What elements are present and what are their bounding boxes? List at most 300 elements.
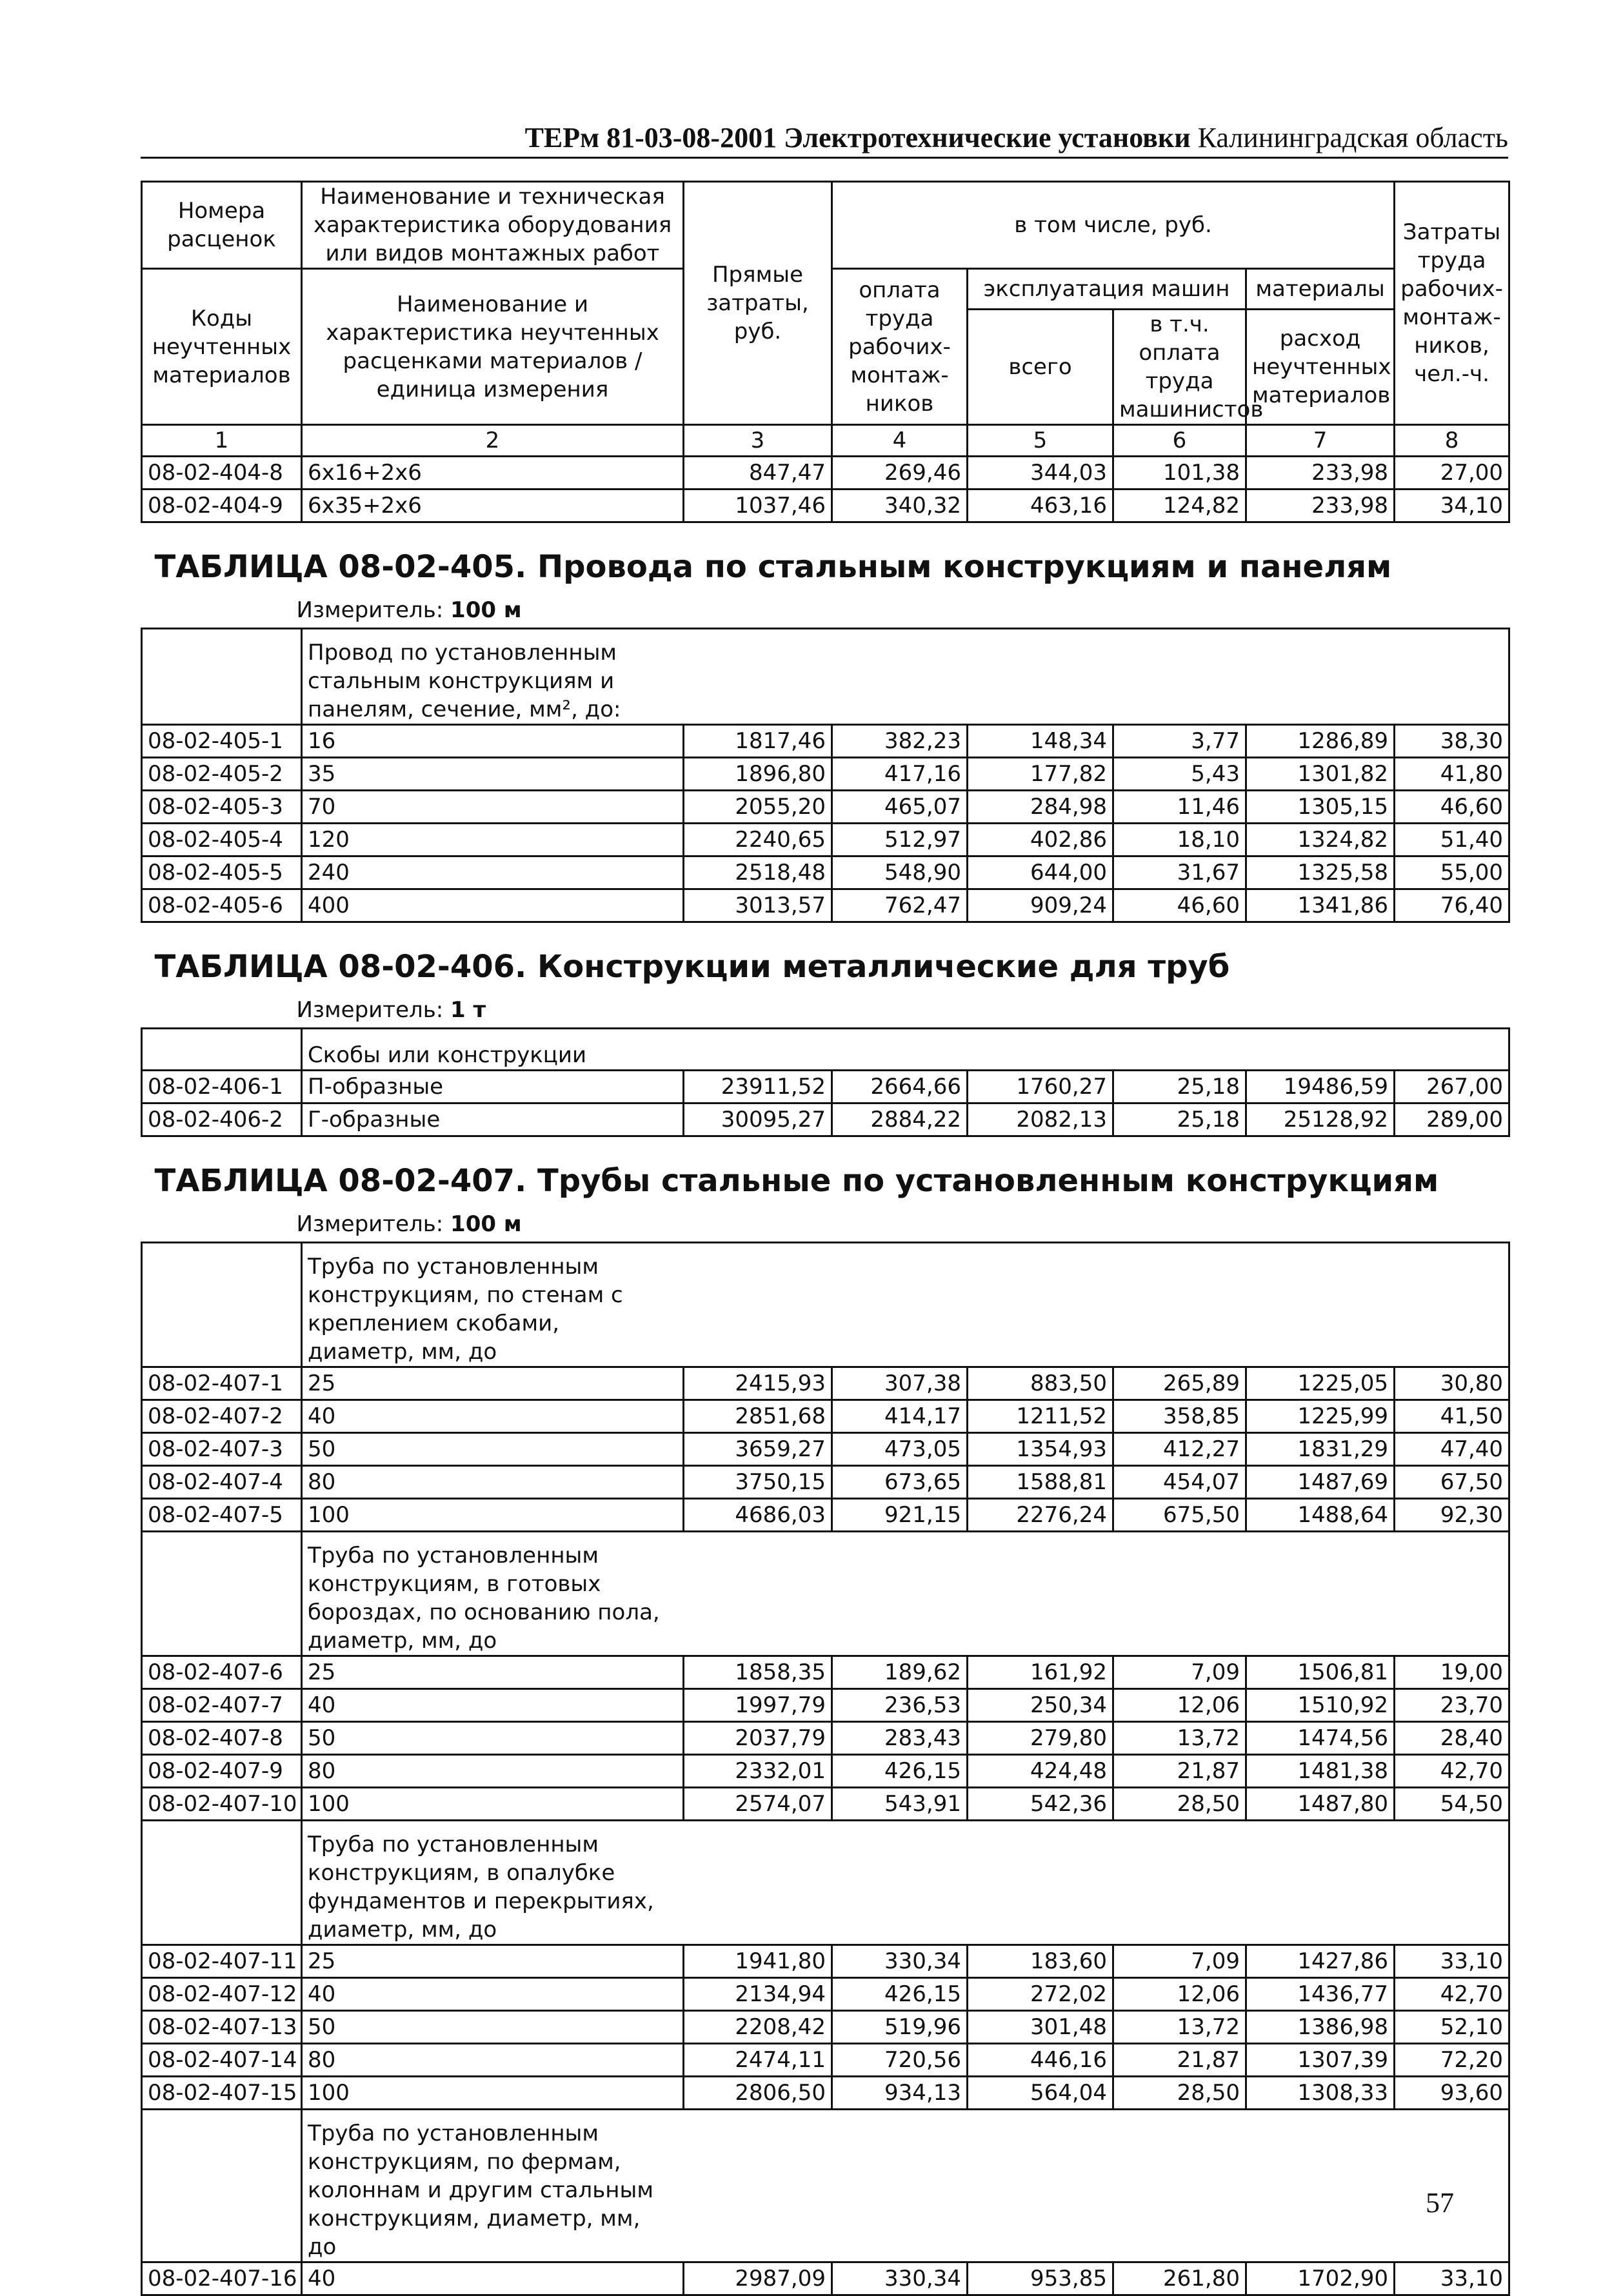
item-name: 50 bbox=[302, 2011, 684, 2044]
item-name: 400 bbox=[302, 889, 684, 922]
col-6-header: в т.ч. оплата труда машинистов bbox=[1113, 310, 1246, 425]
labor-cost: 2884,22 bbox=[832, 1103, 968, 1136]
table-title: ТАБЛИЦА 08-02-405. Провода по стальным конструкциям и панелям bbox=[154, 549, 1392, 585]
labor-hours: 92,30 bbox=[1395, 1499, 1509, 1532]
labor-cost: 236,53 bbox=[832, 1689, 968, 1722]
direct-cost: 2055,20 bbox=[684, 791, 832, 824]
operator-cost: 3,77 bbox=[1113, 725, 1246, 758]
col-7-header: расход неучтенных материалов bbox=[1246, 310, 1395, 425]
labor-hours: 52,10 bbox=[1395, 2011, 1509, 2044]
column-number: 1 bbox=[142, 425, 302, 457]
rate-code: 08-02-406-2 bbox=[142, 1103, 302, 1136]
rate-code: 08-02-407-4 bbox=[142, 1466, 302, 1499]
table-row bbox=[142, 1466, 1509, 1499]
machine-cost: 161,92 bbox=[968, 1656, 1113, 1689]
labor-cost: 340,32 bbox=[832, 490, 968, 522]
table-row bbox=[142, 1722, 1509, 1755]
column-number: 7 bbox=[1246, 425, 1395, 457]
rate-code: 08-02-407-13 bbox=[142, 2011, 302, 2044]
group-header: в том числе, руб. bbox=[832, 182, 1395, 269]
rate-code: 08-02-404-9 bbox=[142, 490, 302, 522]
operator-cost: 18,10 bbox=[1113, 824, 1246, 856]
table-gap bbox=[142, 1136, 1509, 1156]
operator-cost: 412,27 bbox=[1113, 1433, 1246, 1466]
material-cost: 1325,58 bbox=[1246, 856, 1395, 889]
column-number: 8 bbox=[1395, 425, 1509, 457]
operator-cost: 31,67 bbox=[1113, 856, 1246, 889]
direct-cost: 3013,57 bbox=[684, 889, 832, 922]
rate-code: 08-02-406-1 bbox=[142, 1071, 302, 1103]
operator-cost: 28,50 bbox=[1113, 1788, 1246, 1821]
item-name: 80 bbox=[302, 2044, 684, 2077]
material-cost: 1307,39 bbox=[1246, 2044, 1395, 2077]
rate-code: 08-02-407-3 bbox=[142, 1433, 302, 1466]
table-gap bbox=[142, 522, 1509, 542]
header-region: Калининградская область bbox=[1197, 122, 1508, 153]
description-blank bbox=[142, 1243, 302, 1367]
item-name: 40 bbox=[302, 1689, 684, 1722]
header-row-1 bbox=[142, 182, 1509, 269]
labor-hours: 42,70 bbox=[1395, 1978, 1509, 2011]
header-title: ТЕРм 81-03-08-2001 Электротехнические установки bbox=[524, 122, 1191, 153]
item-name: 6x35+2x6 bbox=[302, 490, 684, 522]
measure bbox=[142, 593, 1509, 629]
description-label: Провод по установленным стальным конструкциям и панелям, сечение, мм², до: bbox=[308, 640, 621, 722]
col-2-bottom-header: Наименование и характеристика неучтенных расценками материалов / единица измерения bbox=[302, 269, 684, 425]
labor-hours: 33,10 bbox=[1395, 1945, 1509, 1978]
table-row bbox=[142, 1656, 1509, 1689]
rate-code: 08-02-407-11 bbox=[142, 1945, 302, 1978]
operator-cost: 21,87 bbox=[1113, 1755, 1246, 1788]
operator-cost: 13,72 bbox=[1113, 1722, 1246, 1755]
machine-cost: 183,60 bbox=[968, 1945, 1113, 1978]
material-cost: 1308,33 bbox=[1246, 2077, 1395, 2110]
machine-cost: 446,16 bbox=[968, 2044, 1113, 2077]
description-row bbox=[142, 629, 1509, 725]
labor-hours: 67,50 bbox=[1395, 1466, 1509, 1499]
labor-cost: 2664,66 bbox=[832, 1071, 968, 1103]
machine-cost: 883,50 bbox=[968, 1367, 1113, 1400]
rate-code: 08-02-405-4 bbox=[142, 824, 302, 856]
item-name: 80 bbox=[302, 1755, 684, 1788]
table-row bbox=[142, 758, 1509, 791]
machine-cost: 564,04 bbox=[968, 2077, 1113, 2110]
item-name: 100 bbox=[302, 1499, 684, 1532]
labor-cost: 414,17 bbox=[832, 1400, 968, 1433]
labor-hours: 267,00 bbox=[1395, 1071, 1509, 1103]
table-row bbox=[142, 490, 1509, 522]
rate-code: 08-02-405-2 bbox=[142, 758, 302, 791]
rate-code: 08-02-407-14 bbox=[142, 2044, 302, 2077]
item-name: 35 bbox=[302, 758, 684, 791]
operator-cost: 265,89 bbox=[1113, 1367, 1246, 1400]
direct-cost: 2240,65 bbox=[684, 824, 832, 856]
labor-cost: 189,62 bbox=[832, 1656, 968, 1689]
labor-cost: 673,65 bbox=[832, 1466, 968, 1499]
operator-cost: 7,09 bbox=[1113, 1656, 1246, 1689]
table-row bbox=[142, 2044, 1509, 2077]
material-cost: 1436,77 bbox=[1246, 1978, 1395, 2011]
labor-hours: 72,20 bbox=[1395, 2044, 1509, 2077]
labor-cost: 417,16 bbox=[832, 758, 968, 791]
direct-cost: 2208,42 bbox=[684, 2011, 832, 2044]
rate-code: 08-02-407-15 bbox=[142, 2077, 302, 2110]
description-blank bbox=[142, 1821, 302, 1945]
item-name: 50 bbox=[302, 1433, 684, 1466]
description-label: Труба по установленным конструкциям, в готовых бороздах, по основанию пола, диаметр, мм, до bbox=[308, 1543, 660, 1654]
rate-code: 08-02-404-8 bbox=[142, 457, 302, 490]
direct-cost: 1941,80 bbox=[684, 1945, 832, 1978]
machine-cost: 148,34 bbox=[968, 725, 1113, 758]
labor-cost: 382,23 bbox=[832, 725, 968, 758]
rate-code: 08-02-407-9 bbox=[142, 1755, 302, 1788]
material-cost: 1301,82 bbox=[1246, 758, 1395, 791]
measure-label: Измеритель: bbox=[296, 1211, 444, 1237]
description-blank bbox=[142, 1029, 302, 1071]
machine-cost: 279,80 bbox=[968, 1722, 1113, 1755]
direct-cost: 2518,48 bbox=[684, 856, 832, 889]
labor-cost: 548,90 bbox=[832, 856, 968, 889]
labor-cost: 307,38 bbox=[832, 1367, 968, 1400]
item-name: 6x16+2x6 bbox=[302, 457, 684, 490]
rate-code: 08-02-407-2 bbox=[142, 1400, 302, 1433]
description-text bbox=[302, 1821, 1509, 1945]
material-cost: 1487,80 bbox=[1246, 1788, 1395, 1821]
description-row bbox=[142, 2110, 1509, 2262]
labor-cost: 426,15 bbox=[832, 1978, 968, 2011]
operator-cost: 12,06 bbox=[1113, 1978, 1246, 2011]
material-cost: 1510,92 bbox=[1246, 1689, 1395, 1722]
page-number: 57 bbox=[1426, 2187, 1454, 2219]
measure-row bbox=[142, 593, 1509, 629]
table-title: ТАБЛИЦА 08-02-406. Конструкции металлические для труб bbox=[154, 949, 1230, 985]
description-label: Скобы или конструкции bbox=[308, 1042, 587, 1068]
price-table bbox=[141, 181, 1510, 2296]
column-number: 3 bbox=[684, 425, 832, 457]
material-cost: 1702,90 bbox=[1246, 2262, 1395, 2295]
machine-cost: 2082,13 bbox=[968, 1103, 1113, 1136]
description-row bbox=[142, 1029, 1509, 1071]
col-1-bottom-header: Коды неучтенных материалов bbox=[142, 269, 302, 425]
rate-code: 08-02-407-16 bbox=[142, 2262, 302, 2295]
description-text bbox=[302, 629, 1509, 725]
material-cost: 1225,99 bbox=[1246, 1400, 1395, 1433]
table-row bbox=[142, 1945, 1509, 1978]
item-name: Г-образные bbox=[302, 1103, 684, 1136]
machine-cost: 250,34 bbox=[968, 1689, 1113, 1722]
material-cost: 1474,56 bbox=[1246, 1722, 1395, 1755]
labor-hours: 19,00 bbox=[1395, 1656, 1509, 1689]
running-header bbox=[141, 119, 1508, 159]
direct-cost: 1817,46 bbox=[684, 725, 832, 758]
direct-cost: 847,47 bbox=[684, 457, 832, 490]
rate-code: 08-02-407-8 bbox=[142, 1722, 302, 1755]
material-cost: 1506,81 bbox=[1246, 1656, 1395, 1689]
table-row bbox=[142, 1400, 1509, 1433]
measure-row bbox=[142, 993, 1509, 1029]
operator-cost: 124,82 bbox=[1113, 490, 1246, 522]
operator-cost: 25,18 bbox=[1113, 1103, 1246, 1136]
measure-value: 100 м bbox=[450, 1211, 522, 1237]
labor-hours: 33,10 bbox=[1395, 2262, 1509, 2295]
description-text bbox=[302, 1029, 1509, 1071]
item-name: 40 bbox=[302, 2262, 684, 2295]
machine-cost: 177,82 bbox=[968, 758, 1113, 791]
col-4-header: оплата труда рабочих-монтаж-ников bbox=[832, 269, 968, 425]
table-row bbox=[142, 457, 1509, 490]
column-number: 6 bbox=[1113, 425, 1246, 457]
item-name: 40 bbox=[302, 1400, 684, 1433]
col-2-top-header: Наименование и техническая характеристика оборудования или видов монтажных работ bbox=[302, 182, 684, 269]
material-cost: 19486,59 bbox=[1246, 1071, 1395, 1103]
item-name: 25 bbox=[302, 1656, 684, 1689]
table-row bbox=[142, 725, 1509, 758]
description-blank bbox=[142, 629, 302, 725]
operator-cost: 101,38 bbox=[1113, 457, 1246, 490]
machine-cost: 542,36 bbox=[968, 1788, 1113, 1821]
labor-hours: 46,60 bbox=[1395, 791, 1509, 824]
measure-value: 100 м bbox=[450, 597, 522, 623]
table-row bbox=[142, 1367, 1509, 1400]
item-name: 16 bbox=[302, 725, 684, 758]
operator-cost: 13,72 bbox=[1113, 2011, 1246, 2044]
direct-cost: 4686,03 bbox=[684, 1499, 832, 1532]
rate-code: 08-02-407-10 bbox=[142, 1788, 302, 1821]
table-row bbox=[142, 1755, 1509, 1788]
machine-cost: 953,85 bbox=[968, 2262, 1113, 2295]
direct-cost: 23911,52 bbox=[684, 1071, 832, 1103]
labor-hours: 47,40 bbox=[1395, 1433, 1509, 1466]
labor-cost: 762,47 bbox=[832, 889, 968, 922]
labor-hours: 55,00 bbox=[1395, 856, 1509, 889]
machine-cost: 424,48 bbox=[968, 1755, 1113, 1788]
table-title-row bbox=[142, 1155, 1509, 1207]
operator-cost: 454,07 bbox=[1113, 1466, 1246, 1499]
column-number-row bbox=[142, 425, 1509, 457]
table-row bbox=[142, 1103, 1509, 1136]
direct-cost: 1896,80 bbox=[684, 758, 832, 791]
table-title-row bbox=[142, 541, 1509, 593]
labor-cost: 934,13 bbox=[832, 2077, 968, 2110]
operator-cost: 21,87 bbox=[1113, 2044, 1246, 2077]
labor-cost: 283,43 bbox=[832, 1722, 968, 1755]
labor-cost: 720,56 bbox=[832, 2044, 968, 2077]
machine-cost: 402,86 bbox=[968, 824, 1113, 856]
item-name: 100 bbox=[302, 1788, 684, 1821]
table-title-row bbox=[142, 941, 1509, 993]
labor-cost: 269,46 bbox=[832, 457, 968, 490]
labor-hours: 38,30 bbox=[1395, 725, 1509, 758]
material-cost: 1481,38 bbox=[1246, 1755, 1395, 1788]
operator-cost: 261,80 bbox=[1113, 2262, 1246, 2295]
description-text bbox=[302, 1243, 1509, 1367]
direct-cost: 1858,35 bbox=[684, 1656, 832, 1689]
item-name: 25 bbox=[302, 1367, 684, 1400]
item-name: 100 bbox=[302, 2077, 684, 2110]
measure-label: Измеритель: bbox=[296, 997, 444, 1023]
operator-cost: 358,85 bbox=[1113, 1400, 1246, 1433]
direct-cost: 2415,93 bbox=[684, 1367, 832, 1400]
col-8-header: Затраты труда рабочих-монтаж-ников, чел.-ч. bbox=[1395, 182, 1509, 425]
column-number: 2 bbox=[302, 425, 684, 457]
labor-hours: 76,40 bbox=[1395, 889, 1509, 922]
col-1-top-header: Номера расценок bbox=[142, 182, 302, 269]
machine-cost: 644,00 bbox=[968, 856, 1113, 889]
description-row bbox=[142, 1532, 1509, 1656]
labor-hours: 51,40 bbox=[1395, 824, 1509, 856]
col-3-header: Прямые затраты, руб. bbox=[684, 182, 832, 425]
labor-cost: 921,15 bbox=[832, 1499, 968, 1532]
operator-cost: 28,50 bbox=[1113, 2077, 1246, 2110]
direct-cost: 2037,79 bbox=[684, 1722, 832, 1755]
labor-cost: 330,34 bbox=[832, 2262, 968, 2295]
labor-hours: 41,50 bbox=[1395, 1400, 1509, 1433]
material-cost: 233,98 bbox=[1246, 490, 1395, 522]
table-row bbox=[142, 824, 1509, 856]
operator-cost: 5,43 bbox=[1113, 758, 1246, 791]
table-row bbox=[142, 791, 1509, 824]
material-cost: 1488,64 bbox=[1246, 1499, 1395, 1532]
labor-hours: 27,00 bbox=[1395, 457, 1509, 490]
labor-hours: 289,00 bbox=[1395, 1103, 1509, 1136]
direct-cost: 30095,27 bbox=[684, 1103, 832, 1136]
col-5-header: всего bbox=[968, 310, 1113, 425]
rate-code: 08-02-407-5 bbox=[142, 1499, 302, 1532]
rate-code: 08-02-407-7 bbox=[142, 1689, 302, 1722]
item-name: П-образные bbox=[302, 1071, 684, 1103]
operator-cost: 11,46 bbox=[1113, 791, 1246, 824]
measure-row bbox=[142, 1207, 1509, 1243]
item-name: 40 bbox=[302, 1978, 684, 2011]
machine-cost: 2276,24 bbox=[968, 1499, 1113, 1532]
labor-hours: 28,40 bbox=[1395, 1722, 1509, 1755]
labor-hours: 30,80 bbox=[1395, 1367, 1509, 1400]
material-cost: 1487,69 bbox=[1246, 1466, 1395, 1499]
rate-code: 08-02-405-6 bbox=[142, 889, 302, 922]
rate-code: 08-02-407-6 bbox=[142, 1656, 302, 1689]
labor-cost: 426,15 bbox=[832, 1755, 968, 1788]
machine-cost: 1211,52 bbox=[968, 1400, 1113, 1433]
description-label: Труба по установленным конструкциям, в опалубке фундаментов и перекрытиях, диаметр, мм, до bbox=[308, 1832, 654, 1943]
operator-cost: 675,50 bbox=[1113, 1499, 1246, 1532]
item-name: 25 bbox=[302, 1945, 684, 1978]
material-cost: 25128,92 bbox=[1246, 1103, 1395, 1136]
table-row bbox=[142, 889, 1509, 922]
machine-cost: 1354,93 bbox=[968, 1433, 1113, 1466]
labor-hours: 54,50 bbox=[1395, 1788, 1509, 1821]
machine-cost: 463,16 bbox=[968, 490, 1113, 522]
material-cost: 1305,15 bbox=[1246, 791, 1395, 824]
table-row bbox=[142, 2077, 1509, 2110]
operator-cost: 46,60 bbox=[1113, 889, 1246, 922]
rate-code: 08-02-405-1 bbox=[142, 725, 302, 758]
item-name: 70 bbox=[302, 791, 684, 824]
labor-hours: 93,60 bbox=[1395, 2077, 1509, 2110]
description-text bbox=[302, 2110, 1509, 2262]
materials-header: материалы bbox=[1246, 269, 1395, 310]
rate-code: 08-02-407-12 bbox=[142, 1978, 302, 2011]
labor-cost: 543,91 bbox=[832, 1788, 968, 1821]
item-name: 50 bbox=[302, 1722, 684, 1755]
operator-cost: 12,06 bbox=[1113, 1689, 1246, 1722]
direct-cost: 2474,11 bbox=[684, 2044, 832, 2077]
rate-code: 08-02-405-5 bbox=[142, 856, 302, 889]
description-text bbox=[302, 1532, 1509, 1656]
direct-cost: 2851,68 bbox=[684, 1400, 832, 1433]
material-cost: 1324,82 bbox=[1246, 824, 1395, 856]
machine-cost: 272,02 bbox=[968, 1978, 1113, 2011]
measure bbox=[142, 1207, 1509, 1243]
item-name: 120 bbox=[302, 824, 684, 856]
direct-cost: 2332,01 bbox=[684, 1755, 832, 1788]
table-row bbox=[142, 1433, 1509, 1466]
measure-label: Измеритель: bbox=[296, 597, 444, 623]
table-row bbox=[142, 856, 1509, 889]
description-label: Труба по установленным конструкциям, по стенам с креплением скобами, диаметр, мм, до bbox=[308, 1254, 623, 1365]
column-number: 4 bbox=[832, 425, 968, 457]
direct-cost: 2134,94 bbox=[684, 1978, 832, 2011]
machine-cost: 1588,81 bbox=[968, 1466, 1113, 1499]
description-row bbox=[142, 1821, 1509, 1945]
direct-cost: 3750,15 bbox=[684, 1466, 832, 1499]
description-blank bbox=[142, 1532, 302, 1656]
material-cost: 1225,05 bbox=[1246, 1367, 1395, 1400]
labor-hours: 41,80 bbox=[1395, 758, 1509, 791]
table-row bbox=[142, 2011, 1509, 2044]
machine-cost: 344,03 bbox=[968, 457, 1113, 490]
labor-cost: 473,05 bbox=[832, 1433, 968, 1466]
labor-hours: 34,10 bbox=[1395, 490, 1509, 522]
labor-hours: 42,70 bbox=[1395, 1755, 1509, 1788]
direct-cost: 1997,79 bbox=[684, 1689, 832, 1722]
labor-cost: 465,07 bbox=[832, 791, 968, 824]
column-number: 5 bbox=[968, 425, 1113, 457]
measure bbox=[142, 993, 1509, 1029]
rate-code: 08-02-407-1 bbox=[142, 1367, 302, 1400]
material-cost: 1286,89 bbox=[1246, 725, 1395, 758]
machine-cost: 301,48 bbox=[968, 2011, 1113, 2044]
table-row bbox=[142, 1689, 1509, 1722]
material-cost: 1831,29 bbox=[1246, 1433, 1395, 1466]
machines-header: эксплуатация машин bbox=[968, 269, 1246, 310]
operator-cost: 25,18 bbox=[1113, 1071, 1246, 1103]
material-cost: 1341,86 bbox=[1246, 889, 1395, 922]
table-row bbox=[142, 1788, 1509, 1821]
direct-cost: 3659,27 bbox=[684, 1433, 832, 1466]
item-name: 80 bbox=[302, 1466, 684, 1499]
direct-cost: 2987,09 bbox=[684, 2262, 832, 2295]
labor-cost: 519,96 bbox=[832, 2011, 968, 2044]
table-row bbox=[142, 1978, 1509, 2011]
labor-hours: 23,70 bbox=[1395, 1689, 1509, 1722]
operator-cost: 7,09 bbox=[1113, 1945, 1246, 1978]
labor-cost: 512,97 bbox=[832, 824, 968, 856]
measure-value: 1 т bbox=[450, 997, 486, 1023]
labor-cost: 330,34 bbox=[832, 1945, 968, 1978]
table-row bbox=[142, 2262, 1509, 2295]
material-cost: 1386,98 bbox=[1246, 2011, 1395, 2044]
machine-cost: 1760,27 bbox=[968, 1071, 1113, 1103]
material-cost: 1427,86 bbox=[1246, 1945, 1395, 1978]
table-title: ТАБЛИЦА 08-02-407. Трубы стальные по установленным конструкциям bbox=[154, 1163, 1439, 1199]
table-gap bbox=[142, 922, 1509, 942]
material-cost: 233,98 bbox=[1246, 457, 1395, 490]
machine-cost: 284,98 bbox=[968, 791, 1113, 824]
table-row bbox=[142, 1071, 1509, 1103]
rate-code: 08-02-405-3 bbox=[142, 791, 302, 824]
direct-cost: 2806,50 bbox=[684, 2077, 832, 2110]
direct-cost: 1037,46 bbox=[684, 490, 832, 522]
